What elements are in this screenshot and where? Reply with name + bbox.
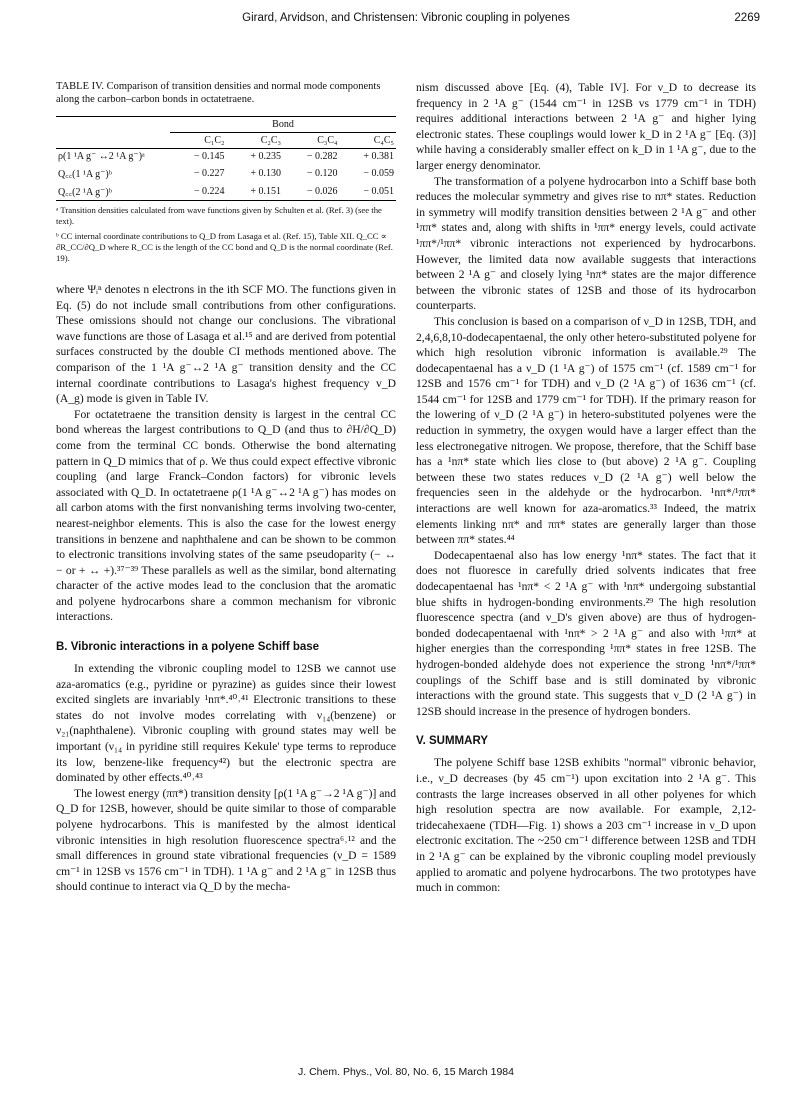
paragraph: The polyene Schiff base 12SB exhibits "normal" vibronic behavior, i.e., ν_D decreases (by 45 cm⁻¹) upon excitation into 2 ¹A g⁻. This contrasts the large increases observed in all other polyenes for which high resolution spectra are now available. For example, 2,12-tridecahexaene (TDH—Fig. 1) shows a 203 cm⁻¹ increase in ν_D upon electronic excitation. The ~250 cm⁻¹ difference between 12SB and TDH in 2 ¹A g⁻ can be explained by the vibronic coupling model previously applied to aromatic and polyene hydrocarbons. The two prototypes have much in common: bbox=[416, 756, 756, 895]
table-group-header: Bond bbox=[170, 117, 396, 133]
table-row bbox=[56, 149, 396, 165]
table-cell: − 0.059 bbox=[363, 167, 394, 179]
table-cell: + 0.235 bbox=[250, 151, 281, 162]
table-cell: − 0.026 bbox=[306, 185, 338, 197]
table-cell: − 0.145 bbox=[193, 151, 225, 162]
table-cell: − 0.282 bbox=[306, 151, 338, 162]
table-col-header: C₁C₂ bbox=[204, 135, 225, 146]
paragraph: This conclusion is based on a comparison of ν_D in 12SB, TDH, and 2,4,6,8,10-dodecapentaenal, the only other hetero-substituted polyene for which high resolution vibronic information is available.²⁹ The dodecapentaenal has a ν_D (1 ¹A g⁻) of 1575 cm⁻¹ (cf. 1589 cm⁻¹ for 12SB and 1576 cm⁻¹ for TDH) and ν_D (2 ¹A g⁻) of 1636 cm⁻¹ (cf. 1544 cm⁻¹ for 12SB and 1779 cm⁻¹ for TDH). If the primary reason for the lowering of ν_D (2 ¹A g⁻) in hetero-substituted polyenes were the reduction in symmetry, the oxygen would have a larger effect than the less electronegative nitrogen. We propose, therefore, that the Schiff base has a ¹nπ* state which lies close to (but above) 2 ¹A g⁻. Coupling between these two states reduces ν_D (2 ¹A g⁻) well below the frequencies seen in the aldehyde or the hydrocarbon. ¹nπ*/¹ππ* interactions are well known for aza-aromatics.³³ Indeed, the matrix elements linking nπ* and ππ* states are generally larger than those between ππ* states.⁴⁴ bbox=[416, 314, 756, 547]
table-cell: − 0.051 bbox=[363, 185, 394, 197]
paragraph: Dodecapentaenal also has low energy ¹nπ* states. The fact that it does not fluoresce in carefully dried solvents indicates that free dodecapentaenal has ¹nπ* < 2 ¹A g⁻ with ¹nπ* undergoing substantial blue shifts in hydrogen-bonding environments.²⁹ The high resolution fluorescence spectra (and ν_D's given above) are thus of hydrogen-bonded dodecapentaenal with ¹nπ* > 2 ¹A g⁻ and also with ¹ππ* at higher energies than the corresponding ¹ππ* states in free 12SB. The hydrogen-bonded aldehyde does not experience the strong ¹nπ*/¹ππ* couplings of the Schiff base and is still dominated by vibronic interactions with the ground state. This suggests that ν_D (2 ¹A g⁻) in 12SB should increase in the presence of hydrogen bonders. bbox=[416, 548, 756, 718]
table-footnote-b: ᵇ CC internal coordinate contributions to Q_D from Lasaga et al. (Ref. 15), Table XII. Q_CC ∝ ∂R_CC/∂Q_D where R_CC is the length of the CC bond and Q_D is the normal coordinate (Ref. 19). bbox=[56, 231, 393, 263]
paragraph: The lowest energy (ππ*) transition density [ρ(1 ¹A g⁻→2 ¹A g⁻)] and Q_D for 12SB, however, should be quite similar to those of comparable polyene hydrocarbons. This is manifested by the almost identical vibronic intensities in high resolution fluorescence spectra⁶˒¹² and the small differences in ground state vibrational frequencies (ν_D = 1589 cm⁻¹ in 12SB vs 1576 cm⁻¹ in TDH). 1 ¹A g⁻ and 2 ¹A g⁻ in 12SB thus should continue to interact via Q_D by the mecha- bbox=[56, 786, 396, 894]
table-row-label: Q꜀꜀(2 ¹A g⁻)ᵇ bbox=[58, 187, 112, 198]
table-col-header: C₂C₃ bbox=[260, 135, 281, 146]
table-row-label: Q꜀꜀(1 ¹A g⁻)ᵇ bbox=[58, 169, 112, 180]
paragraph: For octatetraene the transition density is largest in the central CC bond whereas the largest contributions to Q_D (and thus to ∂H/∂Q_D) come from the terminal CC bonds. Otherwise the bond alternating pattern in Q_D mimics that of ρ. We thus could expect effective vibronic coupling (and large Franck–Condon factors) for vibronic levels associated with Q_D. In octatetraene ρ(1 ¹A g⁻↔2 ¹A g⁻) has modes on all carbon atoms with the first nonvanishing terms involving two-center, nearest-neighbor elements. This is also the case for the lowest energy transitions in benzene and naphthalene and can be shown to be common to electronic transitions involving states of the same pseudoparity (− ↔ − or + ↔ +).³⁷⁻³⁹ These parallels as well as the similar, bond alternating character of the active modes lead to the conclusion that the aromatic and polyene hydrocarbons share a common mechanism for vibronic interactions. bbox=[56, 407, 396, 624]
table-row bbox=[56, 164, 396, 182]
page-number: 2269 bbox=[734, 12, 760, 24]
paragraph: nism discussed above [Eq. (4), Table IV]. For ν_D to decrease its frequency in 2 ¹A g⁻ (1544 cm⁻¹ in 12SB vs 1779 cm⁻¹ in TDH) requires additional interactions between 2 ¹A g⁻ and higher lying electronic states. These couplings would lower k_D in 2 ¹A g⁻ [Eq. (3)] while having a considerably smaller effect on k_D in 1 ¹A g⁻, due to the larger energy denominator. bbox=[416, 81, 756, 172]
table-cell: − 0.227 bbox=[193, 167, 225, 179]
table-footnote-a: ᵃ Transition densities calculated from wave functions given by Schulten et al. (Ref. 3) (see the text). bbox=[56, 205, 382, 226]
journal-footer: J. Chem. Phys., Vol. 80, No. 6, 15 March 1984 bbox=[298, 1066, 514, 1078]
table-cell: + 0.130 bbox=[250, 167, 281, 179]
table-caption: TABLE IV. Comparison of transition densities and normal mode components along the carbon–carbon bonds in octatetraene. bbox=[56, 81, 381, 105]
section-heading: V. SUMMARY bbox=[416, 735, 488, 748]
table-cell: + 0.381 bbox=[363, 151, 394, 162]
table-row-label: ρ(1 ¹A g⁻ ↔2 ¹A g⁻)ᵃ bbox=[58, 151, 145, 162]
left-column bbox=[56, 80, 396, 895]
paragraph: The transformation of a polyene hydrocarbon into a Schiff base both reduces the molecular symmetry and gives rise to nπ* states. Reduction in symmetry will modify transition densities between 2 ¹A g⁻ and other ¹ππ* states and, along with shifts in ¹ππ* energy levels, could activate ¹ππ*/¹ππ* vibronic interactions not experienced by hydrocarbons. However, the limited data now available suggests that interactions between 2 ¹A g⁻ and closely lying ¹nπ* states are the major difference between the vibronic states of 12SB and those of its hydrocarbon counterparts. bbox=[416, 174, 756, 313]
paragraph: In extending the vibronic coupling model to 12SB we cannot use aza-aromatics (e.g., pyridine or pyrazine) as guides since their lowest excited singlets are invariably ¹nπ*.⁴⁰˒⁴¹ Electronic transitions to these states do not involve modes correlating with ν₁₄(benzene) or ν₂₁(naphthalene). Vibronic coupling with ground states may well be important (ν₁₄ in pyridine still requires Kekule' type terms to reproduce its low, benzene-like frequency⁴²) but the electronic spectra are dominated by other effects.⁴⁰˒⁴³ bbox=[56, 662, 396, 785]
table-cell: − 0.224 bbox=[193, 185, 225, 197]
table-cell: − 0.120 bbox=[306, 167, 338, 179]
paragraph: where Ψᵢⁿ denotes n electrons in the ith SCF MO. The functions given in Eq. (5) do not include small contributions from other configurations. These omissions should not change our conclusions. The vibrational wave functions are those of Lasaga et al.¹⁵ and are derived from potential surfaces constructed by the double CI methods mentioned above. The comparison of the 1 ¹A g⁻↔2 ¹A g⁻ transition density and the CC internal coordinate contributions to Lasaga's highest frequency v_D (A_g) mode is given in Table IV. bbox=[56, 283, 396, 406]
table-col-header: C₄C₅ bbox=[373, 135, 394, 146]
right-column bbox=[416, 80, 756, 896]
running-title: Girard, Arvidson, and Christensen: Vibronic coupling in polyenes bbox=[242, 12, 570, 24]
section-heading: B. Vibronic interactions in a polyene Schiff base bbox=[56, 641, 320, 654]
table-cell: + 0.151 bbox=[250, 185, 281, 197]
table-iv bbox=[56, 116, 396, 201]
table-col-header: C₃C₄ bbox=[317, 135, 338, 146]
table-row bbox=[56, 182, 396, 201]
